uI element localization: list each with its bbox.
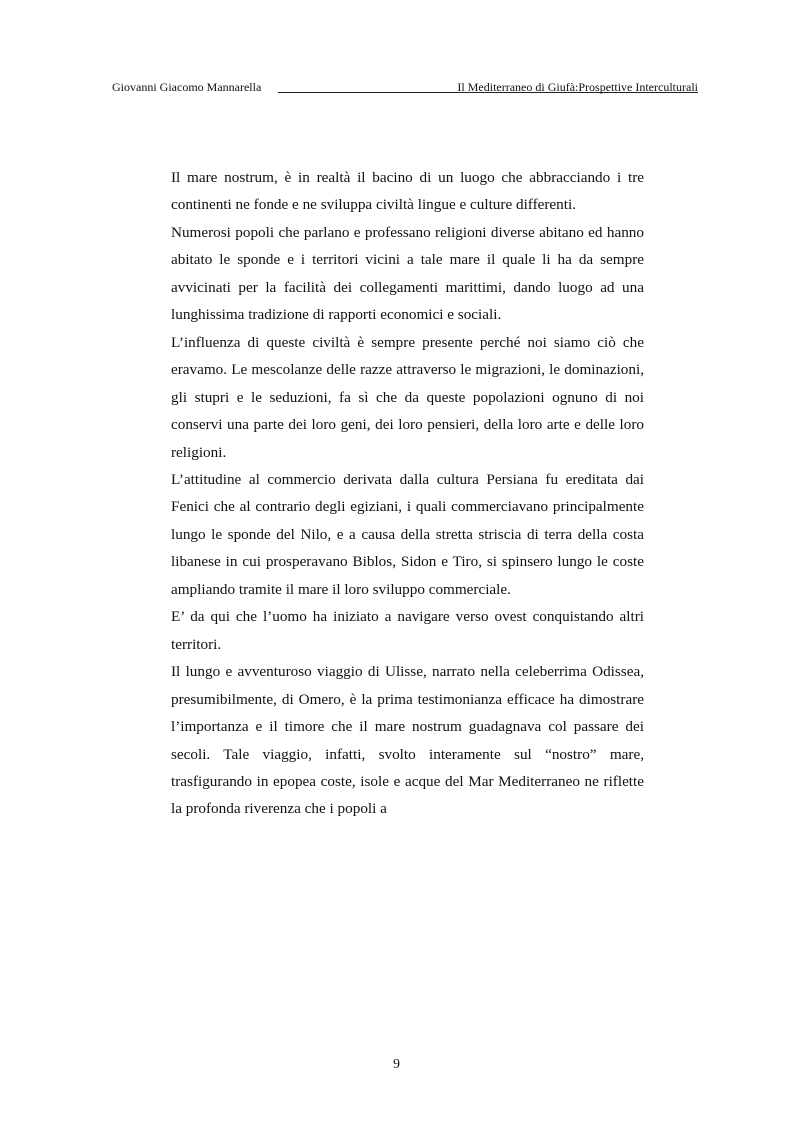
body-text (171, 164, 644, 823)
header-author: Giovanni Giacomo Mannarella (112, 80, 262, 94)
paragraph: E’ da qui che l’uomo ha iniziato a navigare verso ovest conquistando altri territori. (171, 608, 644, 653)
running-header (112, 79, 698, 95)
paragraph: L’attitudine al commercio derivata dalla cultura Persiana fu ereditata dai Fenici che al contrario degli egiziani, i quali commerciavano principalmente lungo le sponde del Nilo, e a causa della stretta striscia di terra della costa libanese in cui prosperavano Biblos, Sidon e Tiro, si spinsero lungo le coste ampliando tramite il mare il loro sviluppo commerciale. (171, 470, 644, 598)
header-title: Il Mediterraneo di Giufà:Prospettive Interculturali (457, 80, 698, 94)
paragraph: Il lungo e avventuroso viaggio di Ulisse, narrato nella celeberrima Odissea, presumibilmente, di Omero, è la prima testimonianza efficace ha dimostrare l’importanza e il timore che il mare nostrum guadagnava col passare dei secoli. Tale viaggio, infatti, svolto interamente sul “nostro” mare, trasfigurando in epopea coste, isole e acque del Mar Mediterraneo ne riflette la profonda riverenza che i popoli a (171, 663, 644, 818)
paragraph: Il mare nostrum, è in realtà il bacino di un luogo che abbracciando i tre continenti ne fonde e ne sviluppa civiltà lingue e culture differenti. (171, 169, 644, 214)
paragraph: L’influenza di queste civiltà è sempre presente perché noi siamo ciò che eravamo. Le mescolanze delle razze attraverso le migrazioni, le dominazioni, gli stupri e le seduzioni, fa sì che da queste popolazioni ognuno di noi conservi una parte dei loro geni, dei loro pensieri, della loro arte e delle loro religioni. (171, 333, 644, 461)
paragraph: Numerosi popoli che parlano e professano religioni diverse abitano ed hanno abitato le sponde e i territori vicini a tale mare il quale li ha da sempre avvicinati per la facilità dei collegamenti marittimi, dando luogo ad una lunghissima tradizione di rapporti economici e sociali. (171, 223, 644, 324)
page-number: 9 (393, 1057, 400, 1072)
